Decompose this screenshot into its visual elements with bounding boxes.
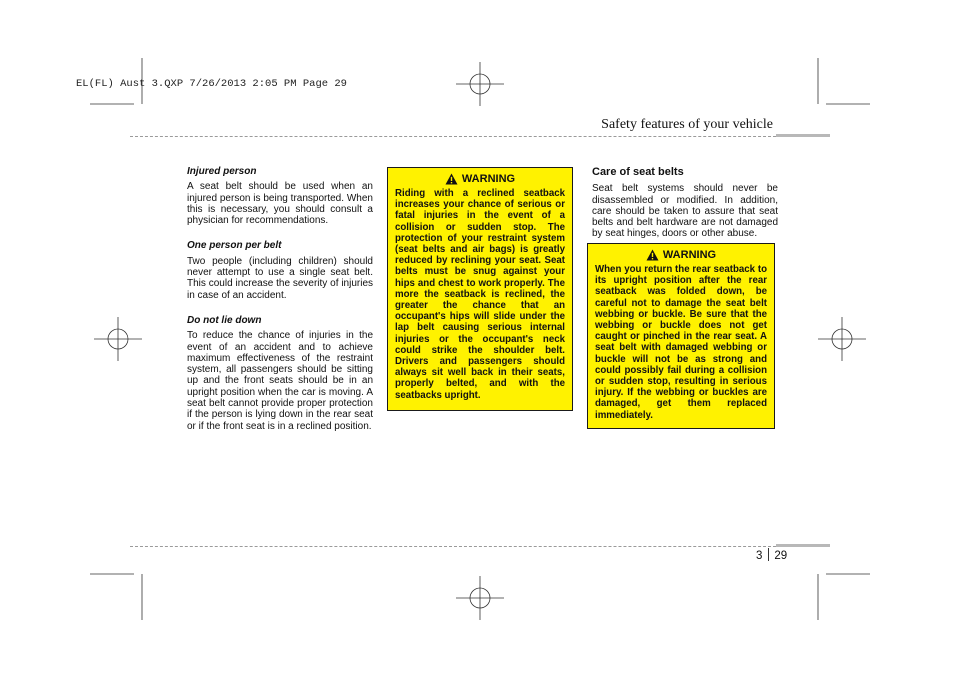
- subhead-one-person-per-belt: One person per belt: [187, 240, 282, 252]
- warning-header: [395, 173, 565, 185]
- warning-text: When you return the rear seatback to its upright position after the rear seatback was folded down, be careful not to damage the seat belt webbing or buckle. Be sure that the webbing or buckle does not get caught or pinched in the rear seat. A seat belt with damaged webbing or buckle will not be as strong and could possibly fail during a collision or sudden stop, resulting in serious injury. If the webbing or buckles are damaged, get them replaced immediately.: [595, 264, 767, 421]
- warning-title: WARNING: [461, 173, 516, 185]
- warning-text: Riding with a reclined seatback increases your chance of serious or fatal injuries in the event of a collision or sudden stop. The protection of your restraint system (seat belts and air bags) is greatly reduced by reclining your seat. Seat belts must be snug against your hips and chest to work properly. The more the seatback is reclined, the greater the chance that an occupant's hips will slide under the lap belt causing serious internal injuries or the occupant's neck could strike the shoulder belt. Drivers and passengers should always sit well back in their seats, properly belted, and with the seatbacks upright.: [395, 188, 565, 401]
- warning-title: WARNING: [662, 249, 717, 261]
- warning-triangle-icon: [445, 173, 458, 185]
- footer-divider: [130, 546, 776, 547]
- warning-triangle-icon: [646, 249, 659, 261]
- header-bar: [776, 134, 830, 137]
- footer-bar: [776, 544, 830, 547]
- subhead-do-not-lie-down: Do not lie down: [187, 314, 262, 326]
- section-header: Safety features of your vehicle: [601, 117, 773, 132]
- warning-box-reclined-seatback: [387, 167, 573, 411]
- print-slug: EL(FL) Aust 3.QXP 7/26/2013 2:05 PM Page 29: [76, 78, 347, 90]
- care-of-seat-belts-text: Seat belt systems should never be disassembled or modified. In addition, care should be taken to assure that seat belts and belt hardware are not damaged by seat hinges, doors or other abuse.: [592, 183, 778, 240]
- para-do-not-lie-down: To reduce the chance of injuries in the event of an accident and to achieve maximum effectiveness of the restraint system, all passengers should be sitting up and the front seats should be in an upright position when the car is moving. A seat belt cannot provide proper protection if the person is lying down in the rear seat or if the front seat is in a reclined position.: [187, 330, 373, 432]
- block-one-person-per-belt: [187, 240, 373, 300]
- registration-mark-top: [456, 62, 504, 106]
- para-one-person-per-belt: Two people (including children) should never attempt to use a single seat belt. This could increase the severity of injuries in case of an accident.: [187, 255, 373, 301]
- left-column: [187, 166, 373, 446]
- care-of-seat-belts-title: Care of seat belts: [592, 166, 684, 178]
- warning-header: [595, 249, 767, 261]
- registration-mark-bottom: [456, 576, 504, 620]
- registration-mark-left: [94, 317, 142, 361]
- page-number: [756, 548, 787, 562]
- block-do-not-lie-down: [187, 315, 373, 432]
- page-number-value: 29: [774, 550, 788, 562]
- block-injured-person: [187, 166, 373, 226]
- right-column: [592, 167, 778, 240]
- para-injured-person: A seat belt should be used when an injured person is being transported. When this is necessary, you should consult a physician for recommendations.: [187, 181, 373, 227]
- page-number-separator: [768, 548, 769, 561]
- chapter-number: 3: [756, 550, 763, 562]
- header-divider: [130, 136, 776, 137]
- subhead-injured-person: Injured person: [187, 166, 257, 177]
- registration-mark-right: [818, 317, 866, 361]
- warning-box-rear-seatback: [587, 243, 775, 429]
